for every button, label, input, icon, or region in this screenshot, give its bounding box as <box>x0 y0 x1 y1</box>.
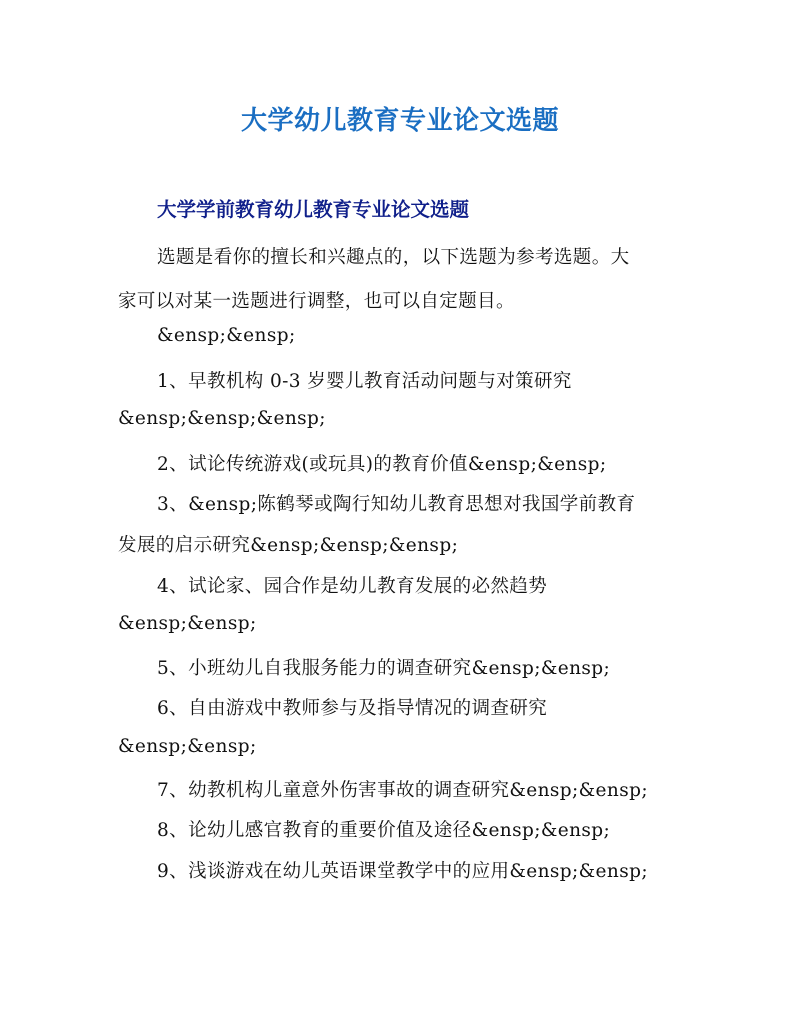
intro-line-1: 选题是看你的擅长和兴趣点的，以下选题为参考选题。大 <box>157 247 630 268</box>
intro-line-2: 家可以对某一选题进行调整，也可以自定题目。 <box>118 291 515 312</box>
topic-item-3-continuation: 发展的启示研究&ensp;&ensp;&ensp; <box>118 535 459 556</box>
topic-item-1-continuation: &ensp;&ensp;&ensp; <box>118 408 326 429</box>
topic-item-6: 6、自由游戏中教师参与及指导情况的调查研究 <box>157 698 548 719</box>
topic-item-5: 5、小班幼儿自我服务能力的调查研究&ensp;&ensp; <box>157 658 611 679</box>
spacer-entity-line: &ensp;&ensp; <box>157 325 296 346</box>
topic-item-9: 9、浅谈游戏在幼儿英语课堂教学中的应用&ensp;&ensp; <box>157 861 648 882</box>
topic-item-8: 8、论幼儿感官教育的重要价值及途径&ensp;&ensp; <box>157 820 611 841</box>
topic-item-6-continuation: &ensp;&ensp; <box>118 736 257 757</box>
topic-item-4-continuation: &ensp;&ensp; <box>118 613 257 634</box>
topic-item-2: 2、试论传统游戏(或玩具)的教育价值&ensp;&ensp; <box>157 454 607 475</box>
topic-item-1: 1、早教机构 0-3 岁婴儿教育活动问题与对策研究 <box>157 371 572 392</box>
section-heading: 大学学前教育幼儿教育专业论文选题 <box>157 198 470 221</box>
topic-item-3: 3、&ensp;陈鹤琴或陶行知幼儿教育思想对我国学前教育 <box>157 494 636 515</box>
topic-item-4: 4、试论家、园合作是幼儿教育发展的必然趋势 <box>157 576 548 597</box>
topic-item-7: 7、幼教机构儿童意外伤害事故的调查研究&ensp;&ensp; <box>157 780 648 801</box>
page-title: 大学幼儿教育专业论文选题 <box>240 106 559 136</box>
